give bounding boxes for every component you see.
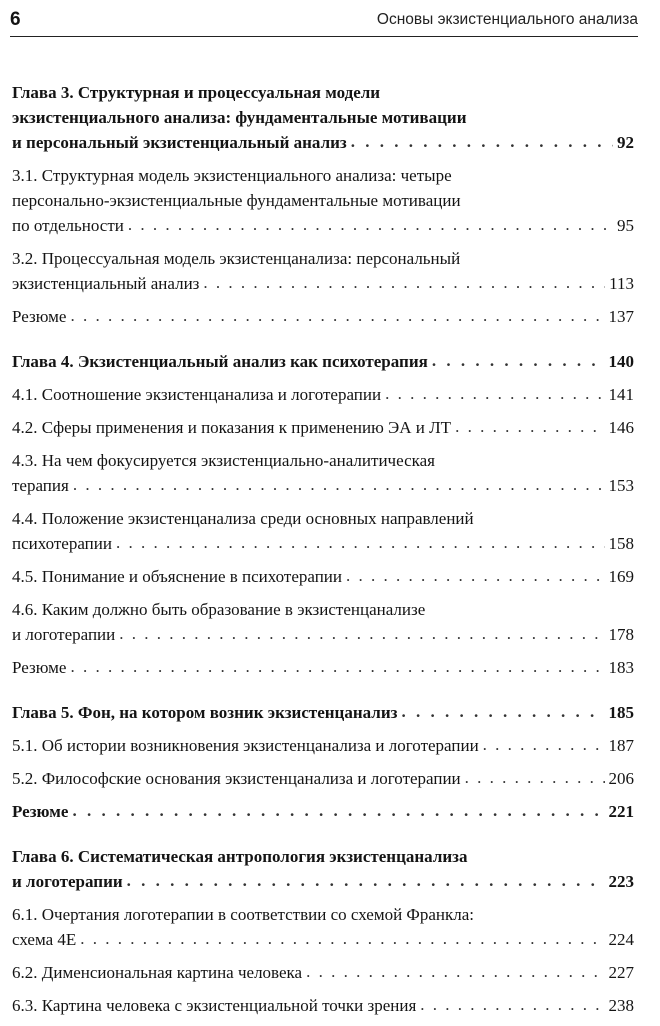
toc-entry-title-line: 4.1. Соотношение экзистенцанализа и логотерапии (12, 385, 382, 404)
toc-entry-title-line: 4.5. Понимание и объяснение в психотерапии (12, 567, 342, 586)
dot-leader (346, 563, 605, 588)
toc-summary-4 (12, 655, 634, 680)
toc-entry-title-line: 6.3. Картина человека с экзистенциальной точки зрения (12, 996, 417, 1015)
toc-section-6-3 (12, 993, 634, 1018)
dot-leader (351, 129, 613, 154)
dot-leader (72, 798, 604, 823)
toc-entry-title-line: 5.2. Философские основания экзистенцанализа и логотерапии (12, 769, 461, 788)
dot-leader (73, 472, 605, 497)
toc-section-3-2 (12, 246, 634, 296)
toc-chapter-5 (12, 700, 634, 725)
toc-chapter-4 (12, 349, 634, 374)
toc-entry-title-line: психотерапии (12, 534, 112, 553)
dot-leader (127, 868, 605, 893)
toc-entry-title-line: 4.6. Каким должно быть образование в экзистенцанализе (12, 600, 426, 619)
toc-page-number: 206 (608, 769, 634, 788)
toc-page-number: 141 (608, 385, 634, 404)
toc-page-number: 238 (608, 996, 634, 1015)
dot-leader (128, 212, 613, 237)
toc-section-5-1 (12, 733, 634, 758)
toc-entry-title-line: экзистенциального анализа: фундаментальные мотивации (12, 108, 467, 127)
toc-chapter-6 (12, 844, 634, 894)
toc-entry-title-line: Глава 5. Фон, на котором возник экзистенцанализ (12, 703, 398, 722)
toc-section-4-3 (12, 448, 634, 498)
toc-section-3-1 (12, 163, 634, 238)
toc-page-number: 183 (608, 658, 634, 677)
toc-page-number: 185 (608, 703, 634, 722)
toc-entry-title-line: 3.1. Структурная модель экзистенциального анализа: четыре (12, 166, 452, 185)
toc-page-number: 178 (608, 625, 634, 644)
dot-leader (119, 621, 604, 646)
toc-page-number: 137 (608, 307, 634, 326)
toc-entry-title-line: персонально-экзистенциальные фундаментальные мотивации (12, 191, 461, 210)
toc-page-number: 146 (608, 418, 634, 437)
toc-page-number: 153 (608, 476, 634, 495)
toc-page-number: 187 (608, 736, 634, 755)
toc-entry-title-line: экзистенциальный анализ (12, 274, 200, 293)
toc-entry-title-line: 6.2. Дименсиональная картина человека (12, 963, 303, 982)
toc-page-number: 113 (609, 274, 634, 293)
toc-entry-title-line: 5.1. Об истории возникновения экзистенцанализа и логотерапии (12, 736, 479, 755)
toc-section-5-2 (12, 766, 634, 791)
dot-leader (70, 303, 604, 328)
toc-entry-title-line: 6.1. Очертания логотерапии в соответствии со схемой Франкла: (12, 905, 475, 924)
dot-leader (80, 926, 604, 951)
toc-page-number: 227 (608, 963, 634, 982)
dot-leader (465, 765, 605, 790)
dot-leader (432, 348, 605, 373)
dot-leader (385, 381, 604, 406)
toc-section-4-6 (12, 597, 634, 647)
dot-leader (420, 992, 604, 1017)
toc-page-number: 224 (608, 930, 634, 949)
toc-page-number: 221 (608, 802, 634, 821)
table-of-contents (12, 80, 634, 1026)
toc-entry-title-line: 4.4. Положение экзистенцанализа среди основных направлений (12, 509, 474, 528)
dot-leader (306, 959, 604, 984)
dot-leader (203, 270, 605, 295)
toc-entry-title-line: Резюме (12, 307, 67, 326)
toc-section-4-2 (12, 415, 634, 440)
running-head (10, 0, 638, 37)
toc-page-number: 95 (617, 216, 634, 235)
dot-leader (70, 654, 604, 679)
page-number: 6 (10, 9, 21, 30)
toc-entry-title-line: Резюме (12, 802, 69, 821)
toc-entry-title-line: Резюме (12, 658, 67, 677)
dot-leader (116, 530, 605, 555)
toc-entry-title-line: и персональный экзистенциальный анализ (12, 133, 347, 152)
toc-entry-title-line: Глава 3. Структурная и процессуальная модели (12, 83, 381, 102)
toc-page-number: 223 (608, 872, 634, 891)
toc-chapter-3 (12, 80, 634, 155)
toc-entry-title-line: 4.3. На чем фокусируется экзистенциально-аналитическая (12, 451, 435, 470)
toc-entry-title-line: схема 4Е (12, 930, 77, 949)
toc-section-4-1 (12, 382, 634, 407)
dot-leader (483, 732, 605, 757)
toc-section-4-5 (12, 564, 634, 589)
toc-entry-title-line: Глава 6. Систематическая антропология экзистенцанализа (12, 847, 468, 866)
toc-section-6-1 (12, 902, 634, 952)
toc-entry-title-line: и логотерапии (12, 625, 116, 644)
toc-entry-title-line: терапия (12, 476, 69, 495)
toc-page-number: 169 (608, 567, 634, 586)
toc-section-4-4 (12, 506, 634, 556)
toc-entry-title-line: по отдельности (12, 216, 124, 235)
toc-section-6-2 (12, 960, 634, 985)
dot-leader (401, 699, 604, 724)
toc-entry-title-line: 4.2. Сферы применения и показания к применению ЭА и ЛТ (12, 418, 452, 437)
dot-leader (455, 414, 604, 439)
toc-summary-5 (12, 799, 634, 824)
toc-entry-title-line: и логотерапии (12, 872, 123, 891)
toc-page-number: 92 (617, 133, 634, 152)
toc-page-number: 140 (608, 352, 634, 371)
toc-summary-3 (12, 304, 634, 329)
toc-page-number: 158 (608, 534, 634, 553)
toc-entry-title-line: 3.2. Процессуальная модель экзистенцанализа: персональный (12, 249, 461, 268)
running-title: Основы экзистенциального анализа (376, 11, 638, 28)
toc-entry-title-line: Глава 4. Экзистенциальный анализ как психотерапия (12, 352, 428, 371)
